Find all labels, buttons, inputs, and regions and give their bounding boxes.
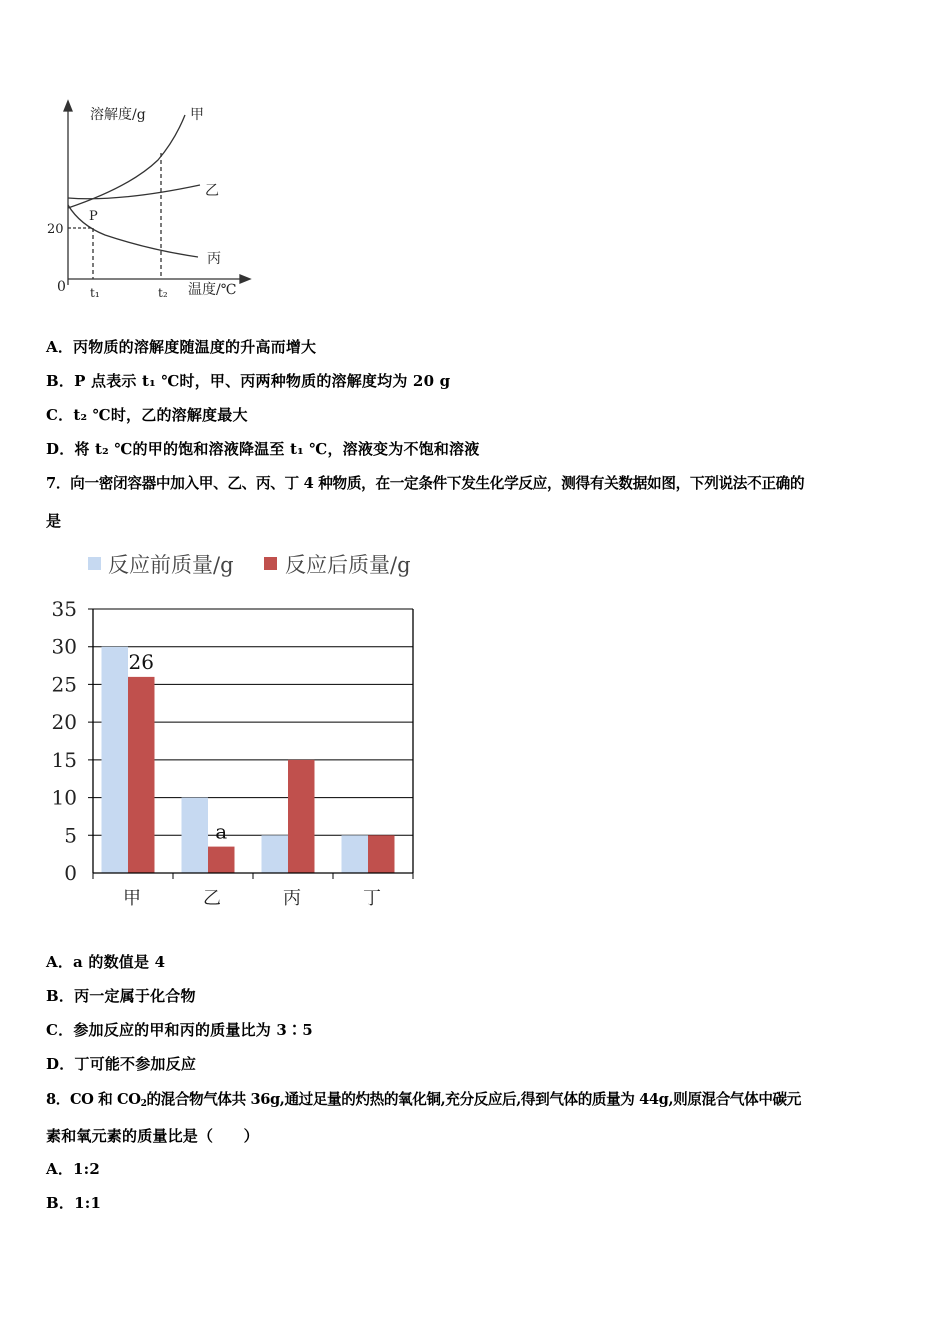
curve-label-jia: 甲 [190, 107, 204, 123]
option-letter: A． [46, 953, 74, 971]
q6-option-d [46, 438, 479, 459]
q8-option-b [46, 1192, 101, 1213]
option-text: P 点表示 t₁ ℃时，甲、丙两种物质的溶解度均为 20 g [74, 372, 451, 390]
y-tick-label: 30 [51, 634, 77, 659]
point-p-label: P [89, 209, 98, 224]
option-letter: D． [46, 440, 75, 458]
x-tick-label: 乙 [203, 888, 221, 909]
subscript: 2 [140, 1099, 147, 1109]
q8-stem [46, 1088, 801, 1109]
stem-text: 的混合物气体共 36g,通过足量的灼热的氧化铜,充分反应后,得到气体的质量为 44g,则原混合气体中碳元 [146, 1091, 801, 1108]
option-text: 1:2 [73, 1160, 101, 1178]
x-tick-label: 丙 [283, 888, 301, 909]
option-letter: D． [46, 1055, 75, 1073]
legend-swatch-after [264, 557, 277, 570]
q7-option-d [46, 1053, 196, 1074]
x-axis-arrow-icon [240, 275, 250, 283]
option-text: 1:1 [74, 1194, 102, 1212]
q6-option-a [46, 336, 316, 357]
y-axis-arrow-icon [64, 101, 72, 111]
q8-stem-cont: 素和氧元素的质量比是（ ） [46, 1127, 259, 1145]
x-tick-label: 丁 [363, 888, 381, 909]
bar-丙-before [262, 835, 289, 873]
option-letter: A． [46, 1160, 74, 1178]
legend-label-after: 反应后质量/g [285, 553, 411, 577]
solubility-curve-figure [40, 95, 260, 310]
mass-bar-chart [0, 540, 450, 920]
curve-jia [68, 115, 185, 208]
y-tick-label: 10 [51, 785, 77, 810]
y-tick-label: 35 [51, 597, 77, 621]
option-letter: B． [46, 1194, 75, 1212]
y-tick-label: 20 [51, 710, 77, 735]
option-letter: A． [46, 338, 74, 356]
x-axis-label: 温度/℃ [188, 282, 237, 298]
curve-yi [68, 185, 200, 199]
option-text: 将 t₂ ℃的甲的饱和溶液降温至 t₁ ℃，溶液变为不饱和溶液 [74, 440, 480, 458]
q7-option-b [46, 985, 196, 1006]
curve-label-bing: 丙 [207, 251, 221, 267]
q8-option-a [46, 1158, 100, 1179]
bar-丁-after [368, 835, 395, 873]
stem-text: 8．CO 和 CO [46, 1091, 141, 1108]
curve-bing [68, 205, 198, 257]
q6-option-c [46, 404, 248, 425]
t1-label: t₁ [90, 286, 100, 300]
q7-stem-cont: 是 [46, 512, 62, 530]
origin-label: 0 [57, 279, 66, 295]
option-letter: B． [46, 372, 75, 390]
data-label: a [215, 819, 228, 844]
bar-甲-before [102, 647, 129, 873]
option-letter: C． [46, 406, 74, 424]
bar-乙-after [208, 847, 235, 873]
legend-label-before: 反应前质量/g [108, 553, 234, 577]
legend-swatch-before [88, 557, 101, 570]
legend [88, 553, 411, 577]
option-text: 丁可能不参加反应 [74, 1055, 197, 1073]
q7-option-a [46, 951, 165, 972]
y-tick-label: 15 [51, 747, 77, 772]
y-tick-label: 25 [51, 672, 77, 697]
option-text: a 的数值是 4 [73, 953, 166, 971]
curve-label-yi: 乙 [205, 183, 219, 199]
y-tick-label: 0 [64, 861, 77, 885]
option-text: 丙一定属于化合物 [74, 987, 196, 1005]
y-tick-20: 20 [47, 222, 64, 237]
y-axis-label: 溶解度/g [90, 107, 146, 123]
q6-option-b [46, 370, 450, 391]
option-text: t₂ ℃时，乙的溶解度最大 [73, 406, 248, 424]
bar-丁-before [342, 835, 369, 873]
option-letter: B． [46, 987, 75, 1005]
option-text: 参加反应的甲和丙的质量比为 3∶5 [73, 1021, 313, 1039]
option-letter: C． [46, 1021, 74, 1039]
data-label: 26 [128, 649, 154, 674]
option-text: 丙物质的溶解度随温度的升高而增大 [73, 338, 317, 356]
t2-label: t₂ [158, 286, 168, 300]
bar-甲-after [128, 677, 155, 873]
bar-丙-after [288, 760, 315, 873]
x-tick-label: 甲 [123, 888, 141, 909]
q7-stem: 7．向一密闭容器中加入甲、乙、丙、丁 4 种物质，在一定条件下发生化学反应，测得有关数据如图，下列说法不正确的 [46, 475, 805, 492]
bar-乙-before [182, 798, 209, 873]
q7-option-c [46, 1019, 313, 1040]
y-tick-label: 5 [64, 823, 77, 848]
